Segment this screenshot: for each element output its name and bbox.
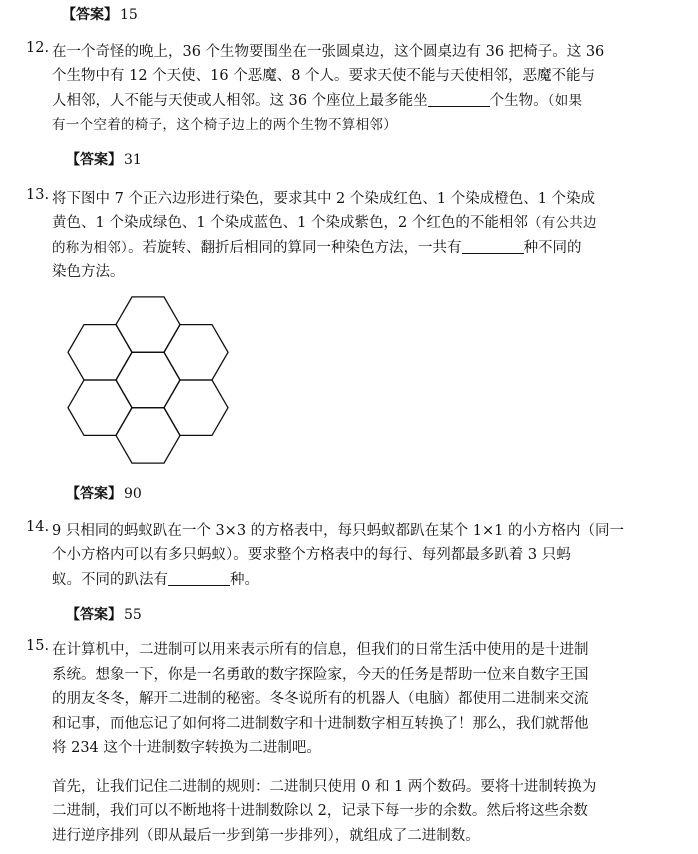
question-text-line (52, 663, 589, 684)
question-text-line (52, 113, 397, 133)
text-segment: 二进制，我们可以不断地将十进制数除以 2，记录下每一步的余数。然后将这些余数 (52, 803, 588, 819)
text-segment: 种。 (230, 572, 259, 588)
question-text-line (52, 187, 595, 208)
answer-label: 【答案】 (66, 152, 122, 168)
answer-blank (168, 571, 230, 586)
answer-value: 31 (124, 152, 142, 168)
question-text-line (52, 543, 571, 564)
text-segment: 在一个奇怪的晚上，36 个生物要围坐在一张圆桌边，这个圆桌边有 36 把椅子。这 36 (52, 44, 605, 60)
text-segment: 个生物中有 12 个天使、16 个恶魔、8 个人。要求天使不能与天使相邻，恶魔不能与 (52, 68, 596, 84)
answer-value: 90 (124, 486, 142, 502)
question-text-line (52, 211, 597, 232)
answer-value: 55 (124, 607, 142, 623)
question-text-line (52, 638, 589, 659)
hexagon-cell (68, 325, 132, 380)
question-text-line (52, 519, 624, 540)
question-text-line (52, 712, 589, 733)
hexagon-cell (116, 297, 180, 352)
answer-line (66, 151, 142, 169)
text-segment: 系统。想象一下，你是一名勇敢的数字探险家，今天的任务是帮助一位来自数字王国 (52, 667, 589, 683)
answer-line (66, 485, 142, 503)
question-text-line (52, 89, 582, 110)
answer-label: 【答案】 (62, 7, 118, 23)
question-number: 12. (26, 40, 50, 56)
answer-label: 【答案】 (66, 607, 122, 623)
parenthetical-note: （如果 (547, 93, 583, 109)
answer-value: 15 (120, 7, 138, 23)
question-text-line (52, 775, 596, 796)
question-text-line (52, 40, 604, 61)
hexagon-cell (164, 380, 228, 435)
hexagon-cell (116, 352, 180, 407)
text-segment: 在计算机中，二进制可以用来表示所有的信息，但我们的日常生活中使用的是十进制 (52, 642, 589, 658)
parenthetical-note: 的称为相邻） (52, 240, 129, 256)
text-segment: 个生物。 (489, 93, 548, 109)
question-text-line (52, 687, 589, 708)
text-segment: 首先，让我们记住二进制的规则：二进制只使用 0 和 1 两个数码。要将十进制转换为 (52, 779, 597, 795)
text-segment: 将 234 这个十进制数字转换为二进制吧。 (52, 740, 321, 756)
text-segment: 进行逆序排列（即从最后一步到第一步排列），就组成了二进制数。 (52, 828, 480, 844)
answer-blank (428, 92, 490, 107)
answer-line (66, 606, 142, 624)
text-segment: 个小方格内可以有多只蚂蚁）。要求整个方格表中的每行、每列都最多趴着 3 只蚂 (52, 547, 571, 563)
text-segment: 将下图中 7 个正六边形进行染色，要求其中 2 个染成红色、1 个染成橙色、1 个染成 (52, 191, 596, 207)
answer-line (62, 6, 138, 24)
text-segment: 和记事，而他忘记了如何将二进制数字和十进制数字相互转换了！那么，我们就帮他 (52, 716, 589, 732)
question-text-line (52, 568, 259, 589)
text-segment: 有一个空着的椅子，这个椅子边上的两个生物不算相邻） (52, 117, 397, 133)
question-text-line (52, 64, 595, 85)
text-segment: 。若旋转、翻折后相同的算同一种染色方法，一共有 (128, 240, 462, 256)
text-segment: 9 只相同的蚂蚁趴在一个 3×3 的方格表中，每只蚂蚁都趴在某个 1×1 的小方格内（同一 (52, 523, 624, 539)
question-text-line (52, 736, 321, 757)
question-number: 14. (26, 519, 50, 535)
answer-label: 【答案】 (66, 486, 122, 502)
text-segment: 蚁。不同的趴法有 (52, 572, 168, 588)
question-number: 15. (26, 638, 50, 654)
hexagon-cell (164, 325, 228, 380)
hexagon-cell (68, 380, 132, 435)
question-text-line (52, 824, 480, 845)
text-segment: 人相邻，人不能与天使或人相邻。这 36 个座位上最多能坐 (52, 93, 428, 109)
question-text-line (52, 236, 582, 257)
text-segment: 染色方法。 (52, 264, 125, 280)
question-number: 13. (26, 187, 50, 203)
text-segment: 种不同的 (523, 240, 582, 256)
question-text-line (52, 799, 588, 820)
parenthetical-note: （有公共边 (527, 215, 597, 231)
answer-blank (462, 239, 524, 254)
hexagon-cell (116, 408, 180, 463)
question-text-line (52, 260, 125, 281)
text-segment: 黄色、1 个染成绿色、1 个染成蓝色、1 个染成紫色，2 个红色的不能相邻 (52, 215, 528, 231)
text-segment: 的朋友冬冬，解开二进制的秘密。冬冬说所有的机器人（电脑）都使用二进制来交流 (52, 691, 589, 707)
